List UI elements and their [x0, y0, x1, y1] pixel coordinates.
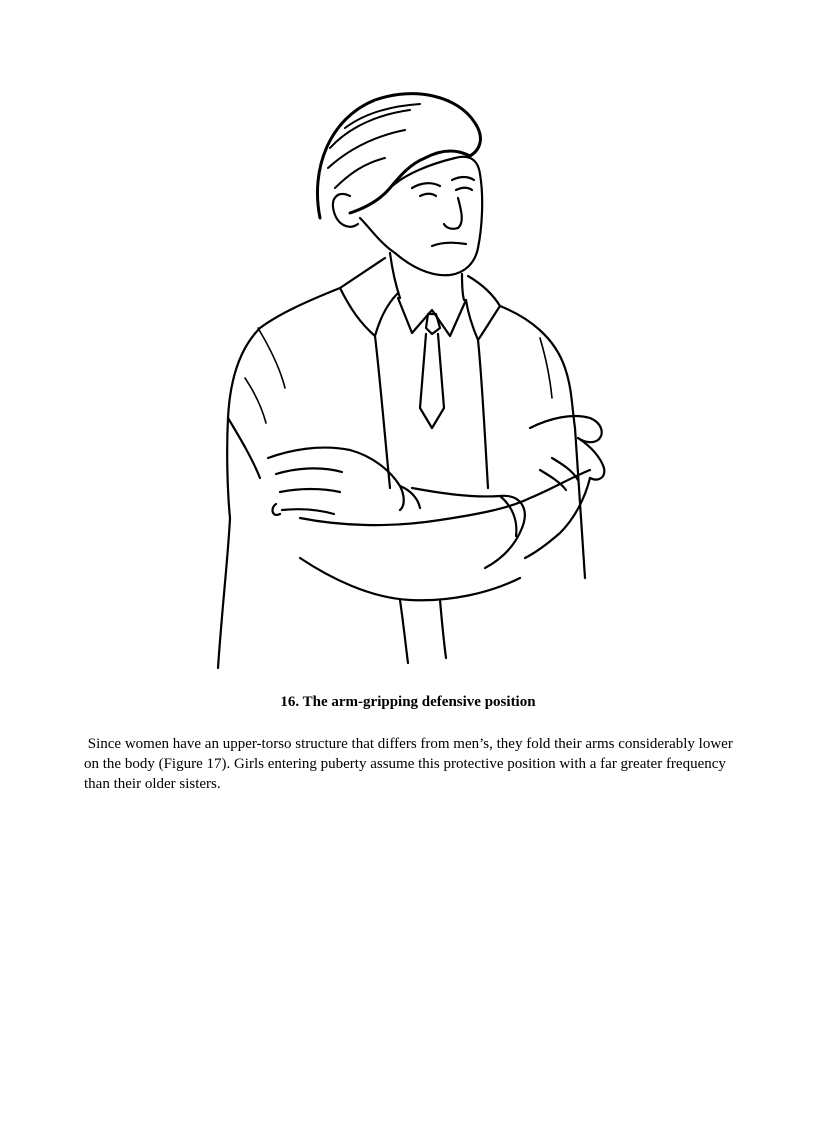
- figure-caption: 16. The arm-gripping defensive position: [280, 694, 536, 710]
- body-paragraph: Since women have an upper-torso structure that differs from men’s, they fold their arms considerably lower on the body (Figure 17). Girls entering puberty assume this protective position with a far greater frequency than their older sisters.: [84, 736, 737, 792]
- figure-illustration: [200, 78, 620, 678]
- man-arms-crossed-illustration-icon: [200, 78, 620, 678]
